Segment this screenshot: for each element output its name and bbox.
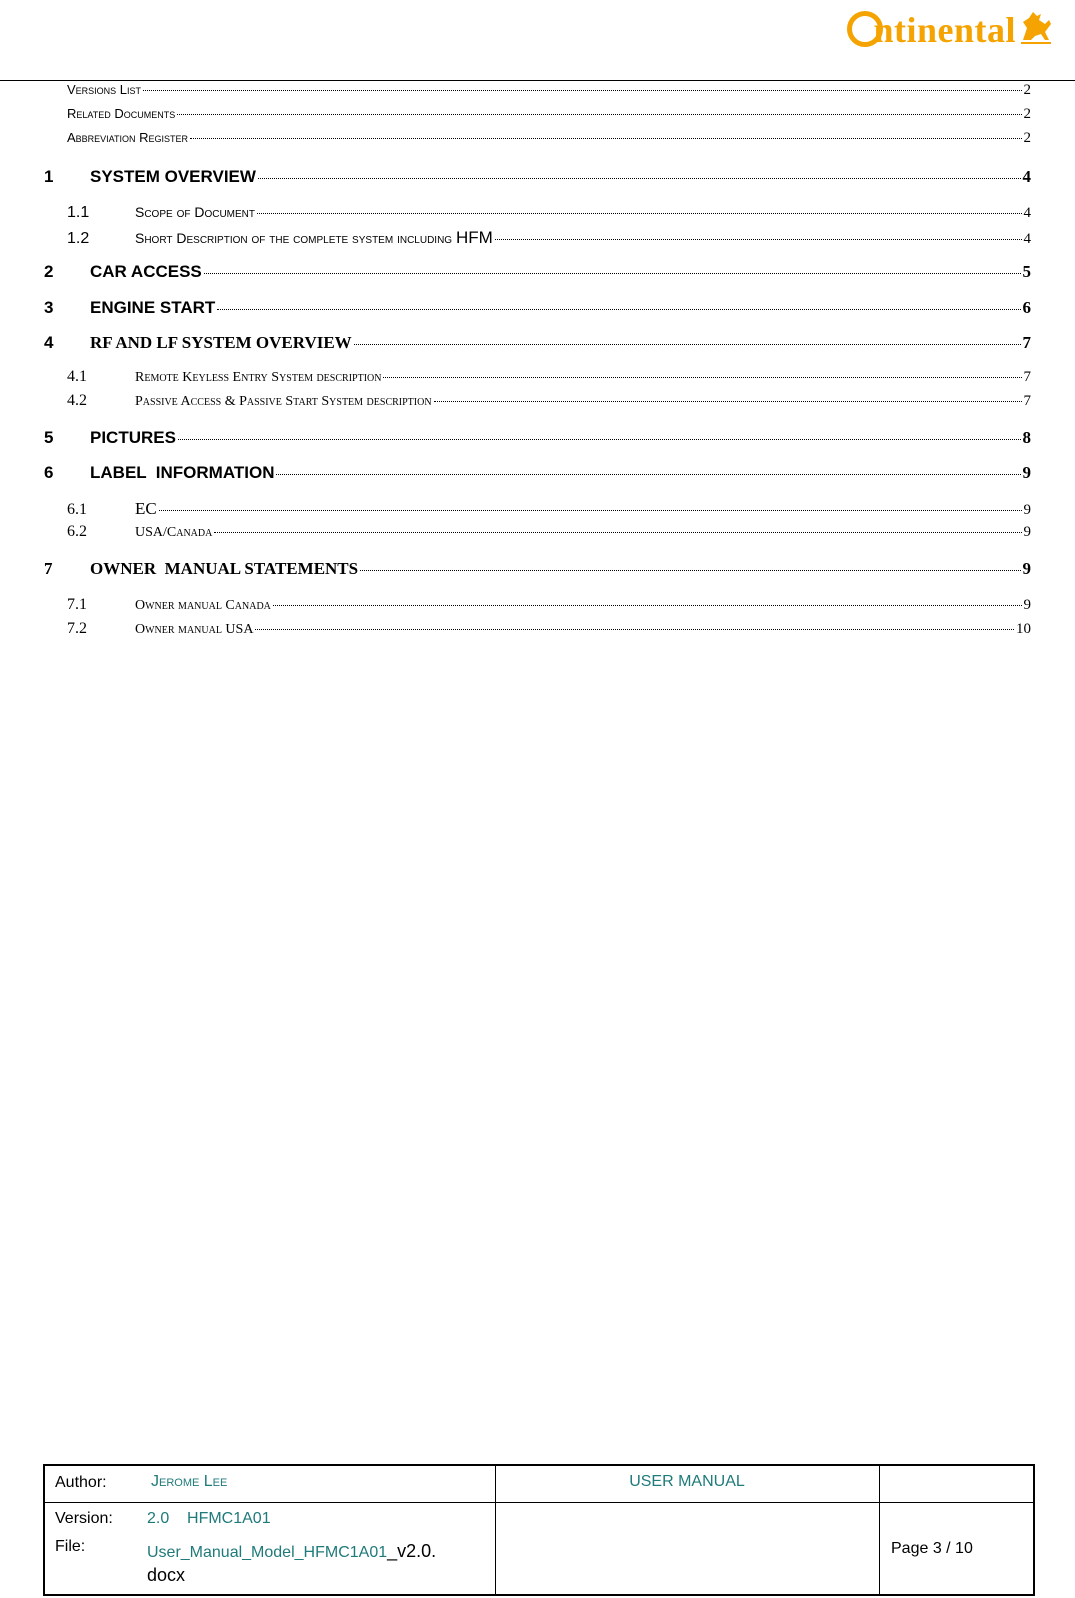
toc-entry[interactable] <box>44 167 1031 187</box>
toc-entry[interactable] <box>67 106 1031 123</box>
toc-entry-title: Remote Keyless Entry System description <box>135 370 382 385</box>
toc-entry[interactable] <box>44 262 1031 282</box>
toc-entry-number: 7.2 <box>67 620 87 637</box>
toc-entry-number: 6.2 <box>67 523 87 540</box>
toc-leader <box>354 344 1021 345</box>
toc-entry-page: 7 <box>1023 393 1031 409</box>
toc-entry-page: 9 <box>1023 524 1031 540</box>
document-title: USER MANUAL <box>629 1473 745 1490</box>
toc-entry-title: Related Documents <box>67 106 176 121</box>
toc-entry-number: 7.1 <box>67 596 87 613</box>
toc-entry-title-tail: HFM <box>455 228 493 247</box>
page-info: Page 3 / 10 <box>891 1540 973 1557</box>
toc-entry-number: 6.1 <box>67 501 87 518</box>
toc-entry-number: 4.1 <box>67 368 87 385</box>
toc-entry-number: 3 <box>44 298 54 317</box>
toc-leader <box>360 570 1020 571</box>
toc-entry[interactable] <box>67 228 1031 248</box>
toc-entry[interactable] <box>44 428 1031 448</box>
toc-entry[interactable] <box>44 298 1031 318</box>
toc-entry-page: 6 <box>1022 298 1031 317</box>
toc-entry-page: 2 <box>1023 106 1031 122</box>
version-label: Version: <box>55 1510 113 1527</box>
toc-entry[interactable] <box>67 523 1031 541</box>
toc-entry-title: Short Description of the complete system including <box>135 230 453 246</box>
toc-leader <box>383 377 1021 378</box>
toc-leader <box>276 474 1020 475</box>
toc-leader <box>495 239 1022 240</box>
toc-entry-number: 5 <box>44 428 54 447</box>
toc-entry-page: 4 <box>1023 205 1031 221</box>
footer-table <box>43 1464 1035 1596</box>
toc-entry[interactable] <box>67 130 1031 147</box>
toc-leader <box>217 309 1020 310</box>
toc-entry-title: Versions List <box>67 82 142 97</box>
toc-entry[interactable] <box>44 463 1031 483</box>
toc-entry[interactable] <box>67 368 1031 386</box>
toc-entry-title: ENGINE START <box>90 298 216 317</box>
toc-entry-page: 7 <box>1022 333 1031 352</box>
toc-entry-page: 9 <box>1022 559 1031 578</box>
toc-entry-title: SYSTEM OVERVIEW <box>90 167 256 186</box>
toc-entry-page: 5 <box>1022 262 1031 281</box>
toc-entry-number: 7 <box>44 559 53 578</box>
file-value-name: User_Manual_Model_HFMC1A01 <box>147 1544 388 1561</box>
toc-entry-title: LABEL INFORMATION <box>90 463 275 482</box>
toc-entry-number: 6 <box>44 463 54 482</box>
toc-entry[interactable] <box>67 82 1031 99</box>
toc-entry[interactable] <box>44 559 1031 579</box>
toc-entry-number: 2 <box>44 262 54 281</box>
header-rule <box>0 80 1075 81</box>
toc-entry-title: PICTURES <box>90 428 176 447</box>
toc-leader <box>159 510 1022 511</box>
toc-leader <box>177 114 1021 115</box>
footer-divider <box>879 1466 880 1594</box>
toc-entry-number: 4.2 <box>67 392 87 409</box>
toc-entry[interactable] <box>67 499 1031 519</box>
toc-leader <box>434 401 1022 402</box>
toc-leader <box>190 138 1021 139</box>
toc-leader <box>258 178 1021 179</box>
continental-logo <box>847 0 1053 52</box>
toc-entry[interactable] <box>67 620 1031 638</box>
file-value-ext: docx <box>147 1565 186 1585</box>
toc-entry-title: Owner manual Canada <box>135 598 271 613</box>
toc-leader <box>178 439 1021 440</box>
toc-leader <box>257 213 1021 214</box>
logo-text: ntinental <box>873 10 1016 50</box>
toc-entry-page: 4 <box>1023 231 1031 247</box>
file-label: File: <box>55 1538 86 1555</box>
toc-leader <box>214 532 1021 533</box>
footer-divider <box>45 1502 1033 1503</box>
toc-entry-page: 9 <box>1023 597 1031 613</box>
version-value: 2.0 HFMC1A01 <box>147 1510 271 1527</box>
file-value <box>147 1540 487 1588</box>
toc-entry-number: 4 <box>44 333 54 352</box>
toc-entry-number: 1.2 <box>67 230 90 247</box>
toc-leader <box>255 629 1014 630</box>
toc-entry-title: USA/Canada <box>135 525 213 540</box>
toc-entry-title: OWNER MANUAL STATEMENTS <box>90 559 359 578</box>
toc-entry-title: Scope of Document <box>135 204 256 220</box>
toc-entry-title: Abbreviation Register <box>67 130 189 145</box>
author-label: Author: <box>55 1474 107 1491</box>
toc-entry[interactable] <box>67 392 1031 410</box>
toc-entry-title: Passive Access & Passive Start System description <box>135 394 432 409</box>
toc-entry-number: 1 <box>44 167 54 186</box>
toc-entry-page: 10 <box>1016 621 1031 637</box>
toc-entry-page: 2 <box>1023 130 1031 146</box>
author-value: Jerome Lee <box>151 1473 228 1490</box>
toc-entry-number: 1.1 <box>67 204 90 221</box>
toc-entry-title: CAR ACCESS <box>90 262 202 281</box>
toc-entry-title: Owner manual USA <box>135 622 254 637</box>
toc-entry-page: 4 <box>1022 167 1031 186</box>
toc-entry[interactable] <box>67 596 1031 614</box>
toc-entry-page: 7 <box>1023 369 1031 385</box>
toc-leader <box>204 273 1021 274</box>
toc-entry[interactable] <box>44 333 1031 353</box>
toc-entry-page: 2 <box>1023 82 1031 98</box>
toc-entry-page: 9 <box>1022 463 1031 482</box>
toc-entry[interactable] <box>67 204 1031 222</box>
toc-entry-page: 9 <box>1023 502 1031 518</box>
toc-leader <box>143 90 1021 91</box>
horse-icon <box>1019 10 1053 46</box>
toc-entry-page: 8 <box>1022 428 1031 447</box>
toc-entry-title: RF AND LF SYSTEM OVERVIEW <box>90 333 352 352</box>
toc-entry-title: EC <box>135 499 157 518</box>
file-value-version: _v2.0. <box>387 1541 437 1561</box>
toc-leader <box>273 605 1022 606</box>
